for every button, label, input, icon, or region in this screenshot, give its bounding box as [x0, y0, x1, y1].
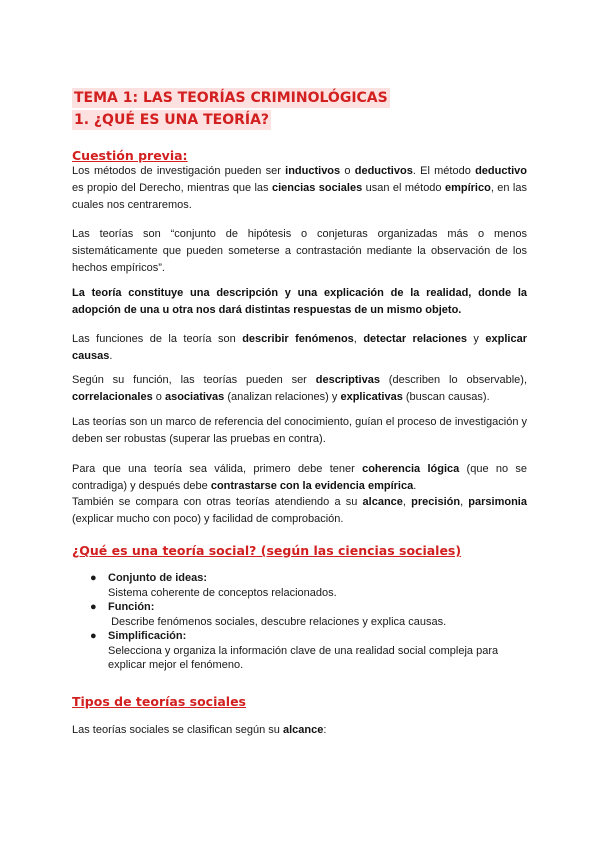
paragraph-metodos: Los métodos de investigación pueden ser inductivos o deductivos. El método deductivo es propio del Derecho, mientras que las ciencias sociales usan el método empírico, en las cuales nos centraremos.	[72, 165, 528, 211]
title-line-2: 1. ¿QUÉ ES UNA TEORÍA?	[74, 112, 270, 128]
bullet-text: Selecciona y organiza la información clave de una realidad social compleja para explicar mejor el fenómeno.	[108, 644, 499, 671]
paragraph-marco-referencia: Las teorías son un marco de referencia del conocimiento, guían el proceso de investigación y deben ser robustas (superar las pruebas en contra).	[72, 416, 527, 445]
paragraph-definicion-teoria: Las teorías son “conjunto de hipótesis o conjeturas organizadas más o menos sistemáticamente que pueden someterse a contrastación mediante la observación de los hechos empíricos”.	[72, 228, 527, 274]
document-title	[72, 88, 390, 132]
list-item	[90, 571, 520, 600]
bullet-icon: ●	[90, 630, 97, 642]
section-heading-tipos-teorias: Tipos de teorías sociales	[72, 694, 246, 709]
paragraph-tipos-funcion: Según su función, las teorías pueden ser descriptivas (describen lo observable), correlacionales o asociativas (analizan relaciones) y explicativas (buscan causas).	[72, 374, 528, 403]
section-heading-cuestion-previa: Cuestión previa:	[72, 148, 188, 163]
paragraph-comparacion: También se compara con otras teorías atendiendo a su alcance, precisión, parsimonia (explicar mucho con poco) y facilidad de comprobación.	[72, 496, 527, 525]
bullet-icon: ●	[90, 601, 97, 613]
list-item	[90, 629, 520, 673]
paragraph-clasificacion: Las teorías sociales se clasifican según su alcance:	[72, 724, 327, 736]
paragraph-teoria-constituye: La teoría constituye una descripción y una explicación de la realidad, donde la adopción de una u otra nos dará distintas respuestas de un mismo objeto.	[72, 287, 527, 316]
bullet-title: Conjunto de ideas:	[108, 572, 207, 584]
title-line-1: TEMA 1: LAS TEORÍAS CRIMINOLÓGICAS	[74, 90, 388, 106]
bullet-title: Simplificación:	[108, 630, 187, 642]
bullet-text: Sistema coherente de conceptos relacionados.	[108, 586, 337, 599]
bullet-icon: ●	[90, 572, 97, 584]
list-item	[90, 600, 520, 629]
paragraph-funciones: Las funciones de la teoría son describir fenómenos, detectar relaciones y explicar causas.	[72, 333, 527, 362]
bullet-list-teoria-social	[90, 571, 520, 673]
bullet-title: Función:	[108, 601, 155, 613]
bullet-text: Describe fenómenos sociales, descubre relaciones y explica causas.	[108, 615, 447, 628]
section-heading-teoria-social: ¿Qué es una teoría social? (según las ciencias sociales)	[72, 543, 462, 558]
paragraph-validez: Para que una teoría sea válida, primero debe tener coherencia lógica (que no se contradiga) y después debe contrastarse con la evidencia empírica.	[72, 463, 527, 492]
